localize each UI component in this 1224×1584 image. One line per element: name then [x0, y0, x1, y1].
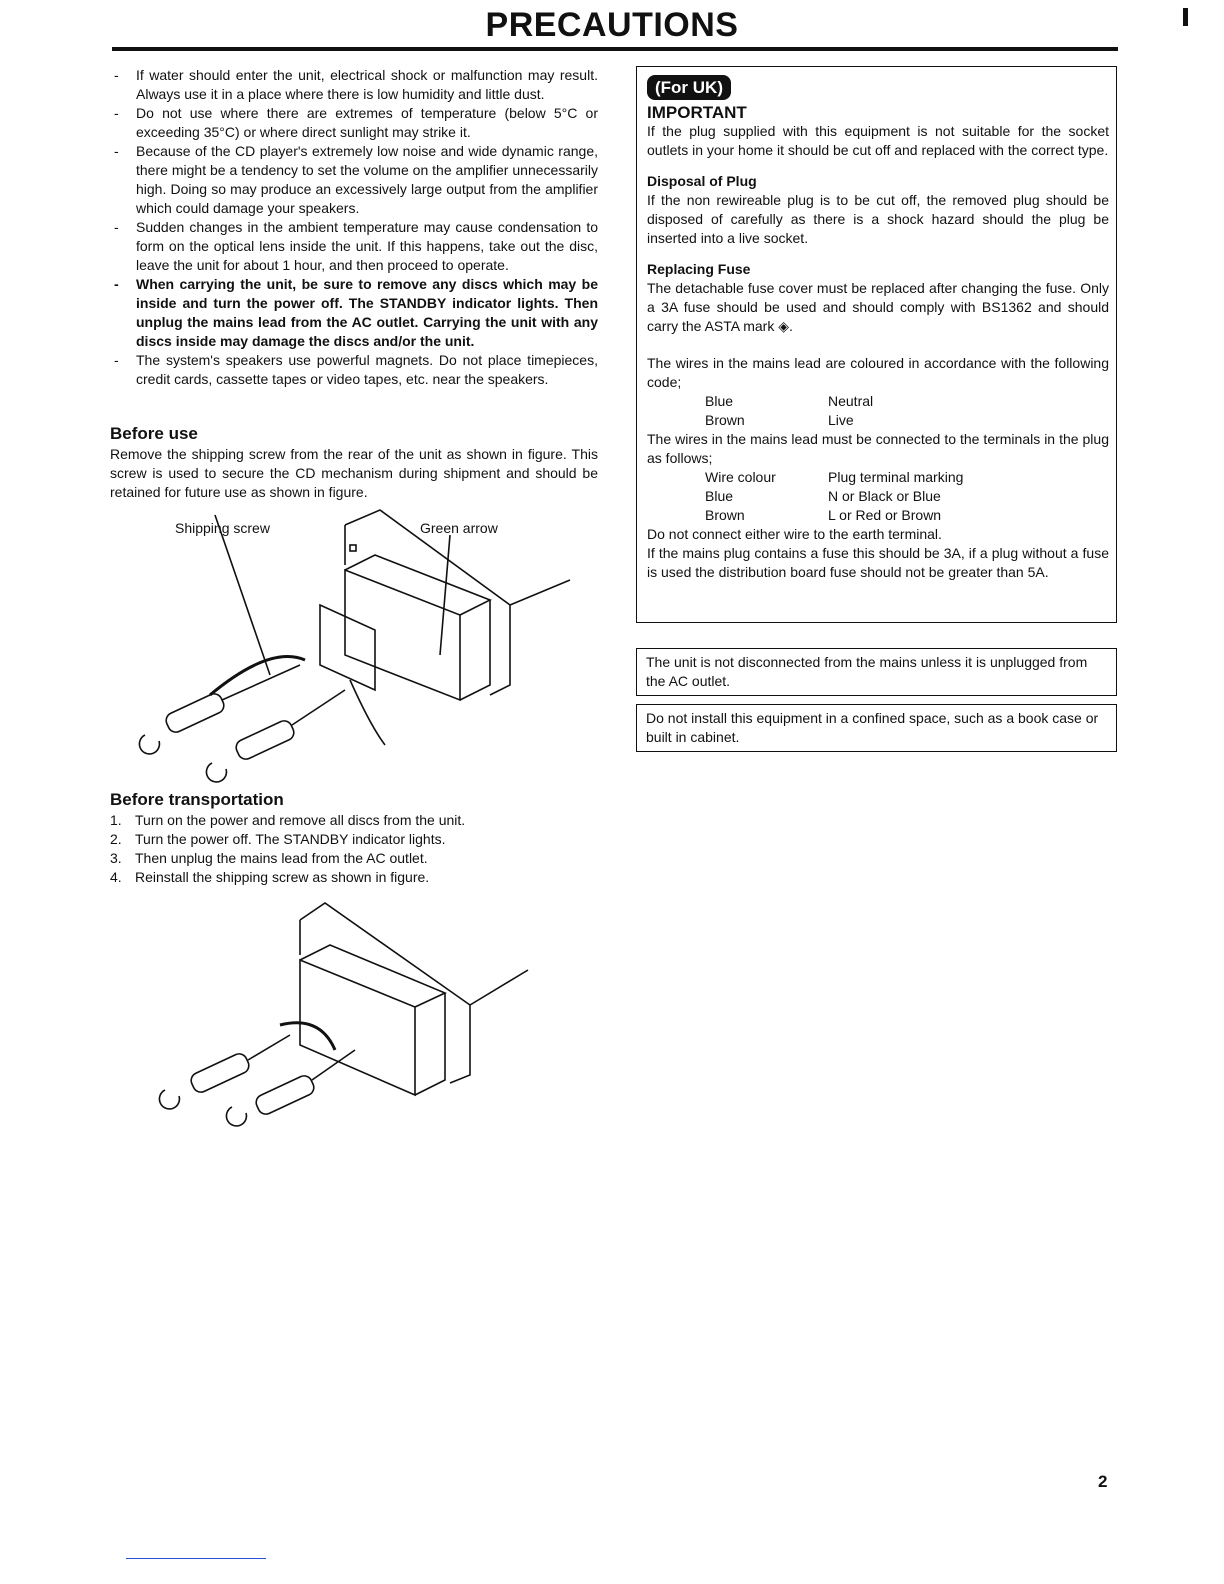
precaution-item-bold: - When carrying the unit, be sure to remove any discs which may be inside and turn the power off. The STANDBY indicator lights. Then unplug the mains lead from the AC outlet. Carrying the unit with any discs inside may damage the discs and/or the unit.	[110, 275, 598, 351]
corner-mark	[1183, 8, 1188, 26]
replacing-fuse-heading: Replacing Fuse	[647, 261, 751, 277]
confined-space-note: Do not install this equipment in a confined space, such as a book case or built in cabinet.	[636, 704, 1117, 752]
step-item: 1. Turn on the power and remove all discs from the unit.	[110, 812, 466, 828]
fuse-note: If the mains plug contains a fuse this should be 3A, if a plug without a fuse is used the distribution board fuse should not be greater than 5A.	[647, 545, 1109, 580]
wire-code-table: Blue Neutral Brown Live	[705, 393, 874, 428]
uk-badge: (For UK)	[647, 75, 731, 100]
precaution-item: - Because of the CD player's extremely low noise and wide dynamic range, there might be a tendency to set the volume on the amplifier unnecessarily high. Doing so may produce an excessively large output from the amplifier which could damage your speakers.	[110, 142, 598, 218]
figure-label-shipping-screw: Shipping screw	[175, 520, 270, 536]
wires-intro: The wires in the mains lead are coloured in accordance with the following code;	[647, 355, 1109, 390]
replacing-fuse-text: The detachable fuse cover must be replaced after changing the fuse. Only a 3A fuse should be used and should comply with BS1362 and should carry the ASTA mark ◈.	[647, 280, 1109, 334]
earth-note: Do not connect either wire to the earth terminal.	[647, 526, 942, 542]
before-use-heading: Before use	[110, 424, 198, 443]
before-transportation-heading: Before transportation	[110, 790, 284, 809]
title-underline	[112, 47, 1118, 51]
precaution-item: - Do not use where there are extremes of temperature (below 5°C or exceeding 35°C) or where direct sunlight may strike it.	[110, 104, 598, 142]
page-number: 2	[1098, 1472, 1108, 1491]
uk-intro: If the plug supplied with this equipment is not suitable for the socket outlets in your home it should be cut off and replaced with the correct type.	[647, 123, 1109, 158]
transportation-steps	[110, 811, 598, 887]
precaution-item: - If water should enter the unit, electrical shock or malfunction may result. Always use it in a place where there is low humidity and little dust.	[110, 66, 598, 104]
uk-notice-box	[636, 66, 1117, 623]
precaution-item: - Sudden changes in the ambient temperature may cause condensation to form on the optical lens inside the unit. If this happens, take out the disc, leave the unit for about 1 hour, and then proceed to operate.	[110, 218, 598, 275]
footer-rule	[126, 1558, 266, 1559]
page-title: PRECAUTIONS	[485, 6, 739, 44]
step-item: 3. Then unplug the mains lead from the AC outlet.	[110, 850, 428, 866]
before-use-text: Remove the shipping screw from the rear of the unit as shown in figure. This screw is used to secure the CD mechanism during shipment and should be retained for future use as shown in figure.	[110, 446, 598, 500]
asta-mark-icon: ◈	[778, 318, 790, 334]
terminals-intro: The wires in the mains lead must be connected to the terminals in the plug as follows;	[647, 431, 1109, 466]
disposal-heading: Disposal of Plug	[647, 173, 757, 189]
disposal-text: If the non rewireable plug is to be cut off, the removed plug should be disposed of carefully as there is a shock hazard should the plug be inserted into a live socket.	[647, 192, 1109, 246]
step-item: 4. Reinstall the shipping screw as shown in figure.	[110, 869, 430, 885]
precautions-list	[110, 66, 598, 389]
disconnect-note: The unit is not disconnected from the mains unless it is unplugged from the AC outlet.	[636, 648, 1117, 696]
precaution-item: - The system's speakers use powerful magnets. Do not place timepieces, credit cards, cassette tapes or video tapes, etc. near the speakers.	[110, 351, 598, 389]
important-heading: IMPORTANT	[647, 103, 747, 122]
step-item: 2. Turn the power off. The STANDBY indicator lights.	[110, 831, 446, 847]
shipping-screw-reinstall-illustration	[150, 895, 540, 1135]
terminal-table: Wire colour Plug terminal marking Blue N or Black or Blue Brown L or Red or Brown	[705, 469, 964, 523]
shipping-screw-removal-illustration	[120, 505, 580, 785]
figure-label-green-arrow: Green arrow	[420, 520, 498, 536]
